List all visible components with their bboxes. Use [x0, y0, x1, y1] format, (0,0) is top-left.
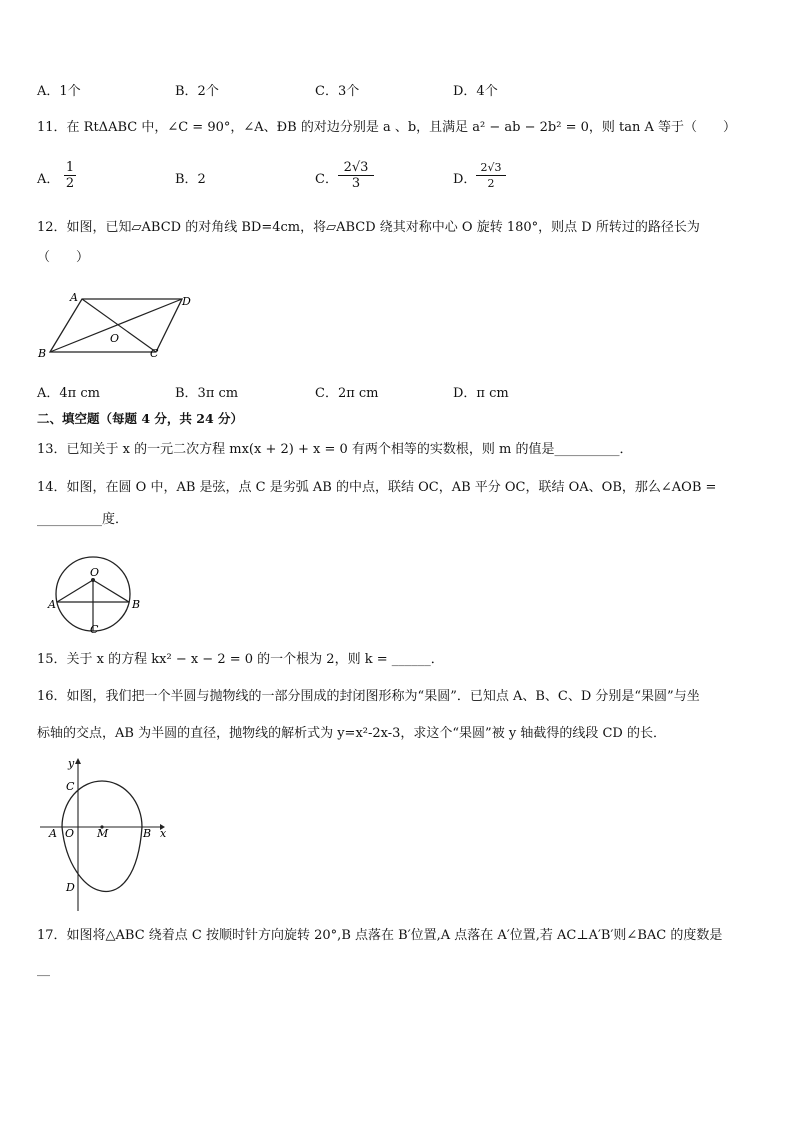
q11-d-denominator: 2: [476, 175, 506, 191]
label-c: C: [90, 623, 99, 636]
q12-paren: （ ）: [37, 250, 90, 265]
q11-option-d-prefix: D．: [453, 172, 477, 187]
q11-option-c-fraction: [338, 160, 374, 191]
label-c: C: [66, 780, 75, 793]
q11-a-numerator: 1: [65, 160, 75, 175]
q17-line2: __: [37, 962, 50, 977]
label-a: A: [48, 598, 56, 611]
q10-option-b: B．2个: [175, 84, 219, 99]
q15-text: 15．关于 x 的方程 kx² − x − 2 = 0 的一个根为 2，则 k = ______．: [37, 652, 444, 667]
q11-c-denominator: 3: [338, 175, 374, 191]
label-d: D: [182, 295, 191, 308]
q13-text: 13．已知关于 x 的一元二次方程 mx(x + 2) + x = 0 有两个相等的实数根，则 m 的值是__________．: [37, 442, 633, 457]
label-b: B: [38, 347, 47, 360]
q17-line1: 17．如图将△ABC 绕着点 C 按顺时针方向旋转 20°,B 点落在 B′位置,A 点落在 A′位置,若 AC⊥A′B′则∠BAC 的度数是: [37, 928, 723, 943]
label-o: O: [90, 566, 100, 579]
label-y: y: [68, 757, 75, 770]
q14-line1: 14．如图，在圆 O 中，AB 是弦，点 C 是劣弧 AB 的中点，联结 OC，AB 平分 OC，联结 OA、OB，那么∠AOB =: [37, 480, 717, 495]
q16-line2: 标轴的交点，AB 为半圆的直径，抛物线的解析式为 y=x²-2x-3，求这个“果圆”被 y 轴截得的线段 CD 的长．: [37, 726, 666, 741]
label-a: A: [70, 291, 78, 304]
q12-text: 12．如图，已知▱ABCD 的对角线 BD=4cm，将▱ABCD 绕其对称中心 O 旋转 180°，则点 D 所转过的路径长为: [37, 220, 700, 235]
q11-d-numerator: 2√3: [480, 161, 502, 174]
q12-option-a: A．4π cm: [37, 386, 100, 401]
label-x: x: [160, 827, 167, 840]
q11-text: 11．在 RtΔABC 中，∠C = 90°，∠A、ÐB 的对边分别是 a 、b，且满足 a² − ab − 2b² = 0，则 tan A 等于（ ）: [37, 120, 737, 135]
q12-option-d: D．π cm: [453, 386, 509, 401]
label-a: A: [49, 827, 57, 840]
label-o: O: [65, 827, 75, 840]
q11-c-numerator: 2√3: [343, 160, 369, 175]
q11-option-c-prefix: C．: [315, 172, 338, 187]
q11-option-d-fraction: [476, 160, 506, 191]
q11-option-a-prefix: A．: [37, 172, 60, 187]
q11-option-a-fraction: [64, 160, 76, 191]
circle-figure: [45, 558, 150, 638]
fruit-circle-figure: [35, 755, 175, 915]
segment-oa: [57, 580, 93, 602]
segment-ob: [93, 580, 129, 602]
q10-option-d: D．4个: [453, 84, 498, 99]
label-c: C: [150, 347, 159, 360]
section-fill-in-header: 二、填空题（每题 4 分，共 24 分）: [37, 411, 244, 426]
q12-option-b: B．3π cm: [175, 386, 239, 401]
q14-line2: __________度．: [37, 512, 129, 527]
label-b: B: [143, 827, 152, 840]
label-o: O: [110, 332, 120, 345]
y-axis-arrow: [75, 758, 81, 764]
q16-line1: 16．如图，我们把一个半圆与抛物线的一部分围成的封闭图形称为“果圆”．已知点 A、B、C、D 分别是“果圆”与坐: [37, 689, 700, 704]
q11-a-denominator: 2: [65, 176, 75, 191]
q11-option-b: B．2: [175, 172, 206, 187]
label-m: M: [97, 827, 109, 840]
label-b: B: [132, 598, 141, 611]
label-d: D: [66, 881, 75, 894]
parallelogram-figure: [30, 285, 210, 365]
q10-option-a: A．1个: [37, 84, 81, 99]
q12-option-c: C．2π cm: [315, 386, 379, 401]
q10-option-c: C．3个: [315, 84, 360, 99]
